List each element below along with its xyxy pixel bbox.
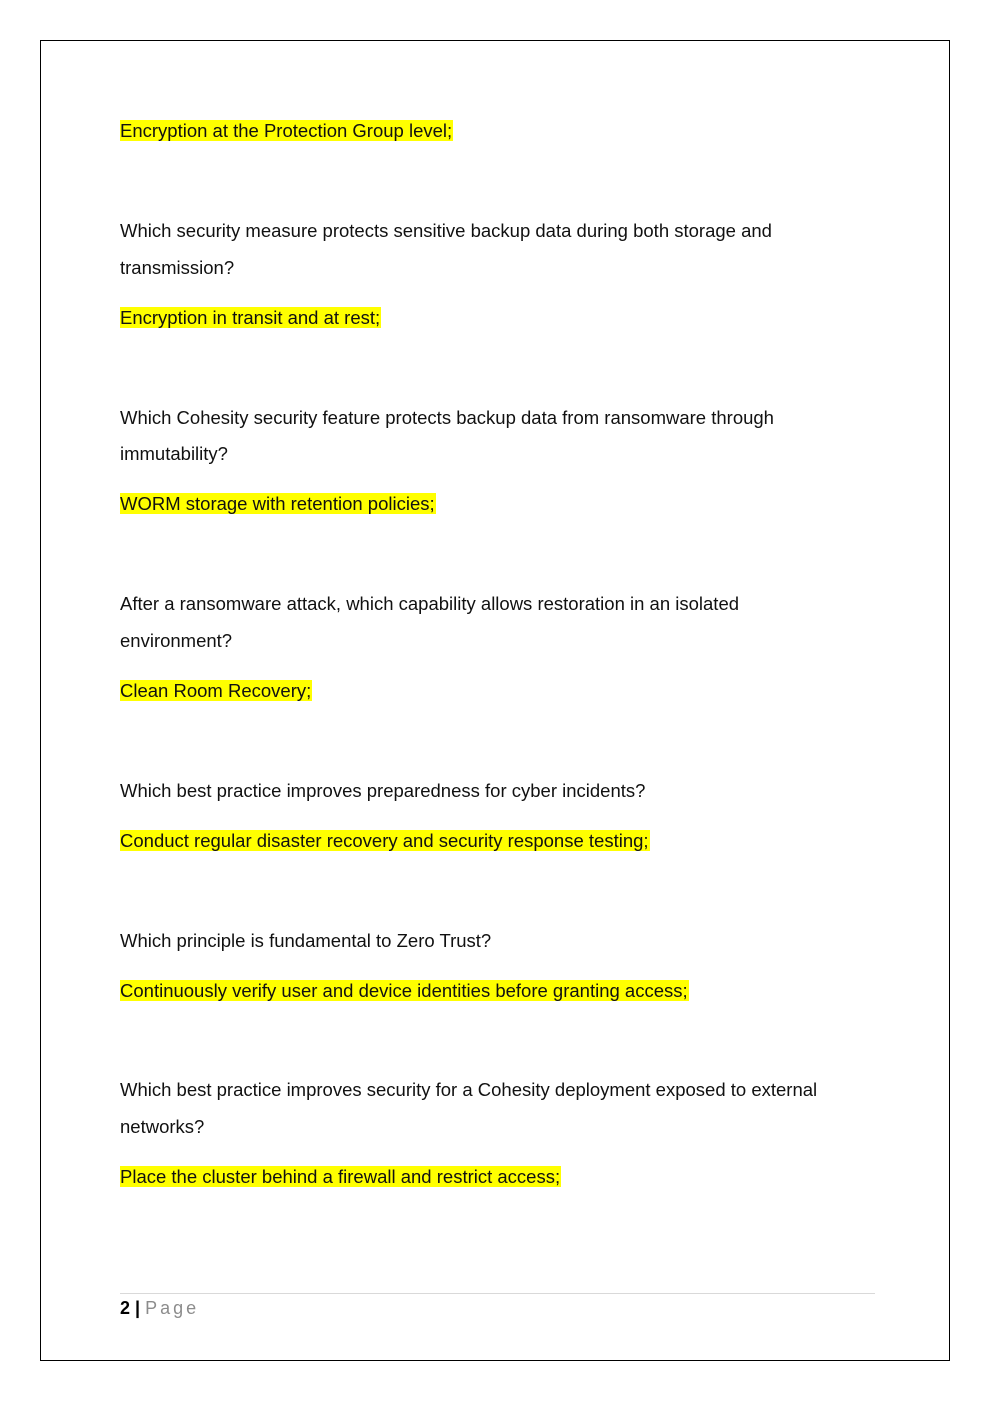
question-line: transmission? bbox=[120, 257, 235, 278]
footer-divider bbox=[120, 1293, 875, 1294]
answer-line bbox=[120, 829, 650, 853]
question-line: environment? bbox=[120, 630, 233, 651]
question-line: After a ransomware attack, which capability allows restoration in an isolated bbox=[120, 593, 740, 614]
highlighted-answer: Clean Room Recovery; bbox=[120, 680, 312, 701]
question-line: Which principle is fundamental to Zero Trust? bbox=[120, 930, 492, 951]
page-footer bbox=[120, 1296, 199, 1320]
question-line: immutability? bbox=[120, 443, 228, 464]
question-line: networks? bbox=[120, 1116, 205, 1137]
highlighted-answer: WORM storage with retention policies; bbox=[120, 493, 435, 514]
highlighted-answer: Conduct regular disaster recovery and security response testing; bbox=[120, 830, 649, 851]
highlighted-answer: Continuously verify user and device identities before granting access; bbox=[120, 980, 688, 1001]
page-number: 2 bbox=[120, 1298, 131, 1318]
question-line: Which Cohesity security feature protects backup data from ransomware through bbox=[120, 407, 774, 428]
highlighted-answer: Encryption in transit and at rest; bbox=[120, 307, 381, 328]
page-label: Page bbox=[145, 1298, 200, 1318]
highlighted-answer: Encryption at the Protection Group level; bbox=[120, 120, 453, 141]
question-line: Which best practice improves security for a Cohesity deployment exposed to external bbox=[120, 1079, 818, 1100]
answer-line bbox=[120, 1165, 561, 1189]
footer-separator: | bbox=[135, 1298, 141, 1318]
answer-line bbox=[120, 306, 381, 330]
answer-line bbox=[120, 679, 312, 703]
question-line: Which security measure protects sensitive backup data during both storage and bbox=[120, 220, 772, 241]
answer-line bbox=[120, 492, 436, 516]
highlighted-answer: Place the cluster behind a firewall and restrict access; bbox=[120, 1166, 561, 1187]
question-line: Which best practice improves preparedness for cyber incidents? bbox=[120, 780, 646, 801]
answer-line bbox=[120, 979, 689, 1003]
answer-line bbox=[120, 119, 453, 143]
